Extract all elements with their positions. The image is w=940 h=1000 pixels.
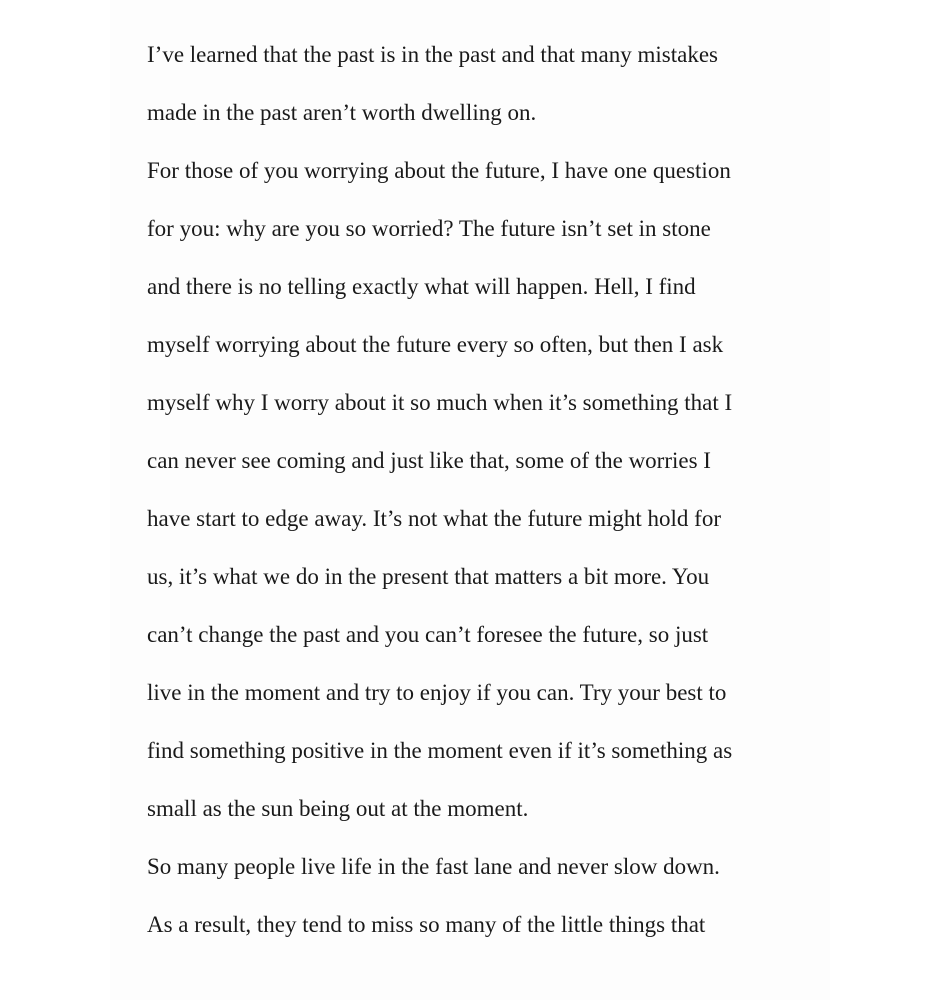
text-line: and there is no telling exactly what will happen. Hell, I find: [147, 274, 696, 299]
text-line: As a result, they tend to miss so many of the little things that: [147, 912, 706, 937]
text-line: For those of you worrying about the future, I have one question: [147, 158, 731, 183]
document-page: [110, 0, 830, 1000]
text-line: can never see coming and just like that, some of the worries I: [147, 448, 711, 473]
text-line: small as the sun being out at the moment.: [147, 796, 529, 821]
text-line: myself why I worry about it so much when it’s something that I: [147, 390, 733, 415]
text-line: I’ve learned that the past is in the past and that many mistakes: [147, 42, 719, 67]
text-line: So many people live life in the fast lane and never slow down.: [147, 854, 720, 879]
text-line: find something positive in the moment even if it’s something as: [147, 738, 733, 763]
body-text: [147, 26, 827, 954]
text-line: have start to edge away. It’s not what the future might hold for: [147, 506, 721, 531]
text-line: myself worrying about the future every so often, but then I ask: [147, 332, 724, 357]
text-line: made in the past aren’t worth dwelling on.: [147, 100, 537, 125]
text-line: us, it’s what we do in the present that matters a bit more. You: [147, 564, 710, 589]
text-line: for you: why are you so worried? The future isn’t set in stone: [147, 216, 711, 241]
text-line: can’t change the past and you can’t foresee the future, so just: [147, 622, 709, 647]
text-line: live in the moment and try to enjoy if you can. Try your best to: [147, 680, 727, 705]
